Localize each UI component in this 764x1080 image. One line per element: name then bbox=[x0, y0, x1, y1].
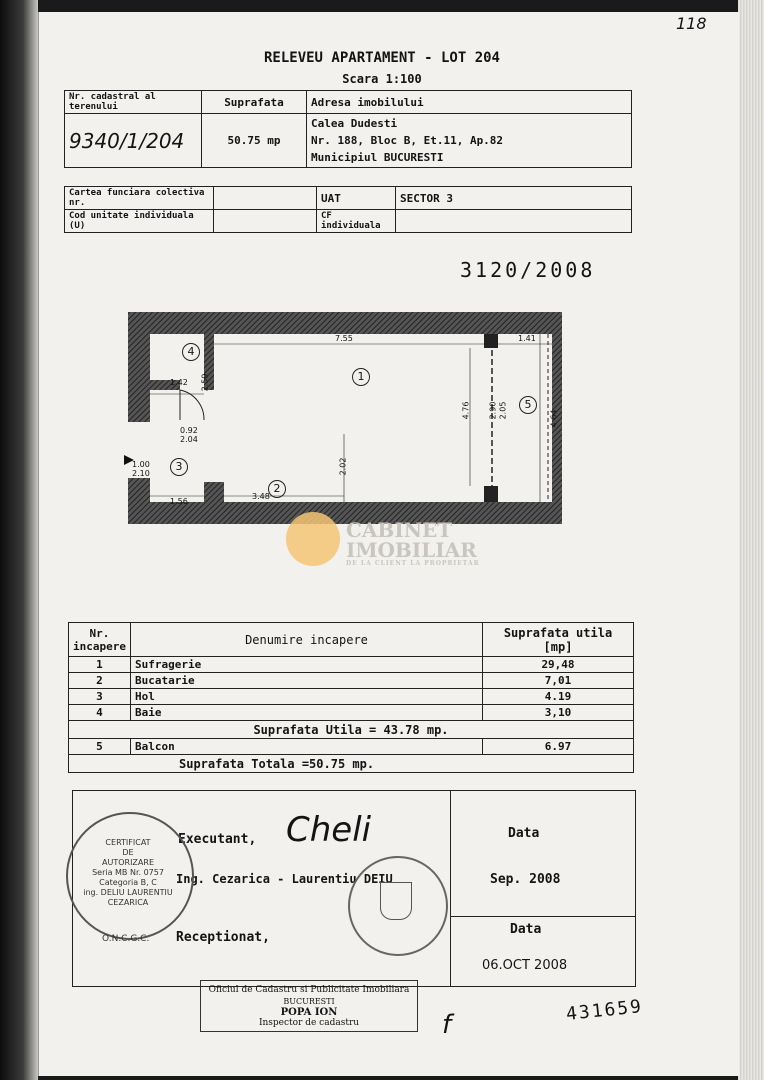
ocpi-line3: POPA ION bbox=[280, 1007, 338, 1018]
page-number: 118 bbox=[676, 14, 707, 33]
address-label: Adresa imobilului bbox=[307, 91, 632, 114]
row-nr: 3 bbox=[69, 689, 131, 705]
room-2-marker: 2 bbox=[268, 480, 286, 498]
subtotal-row: Suprafata Utila = 43.78 mp. bbox=[69, 721, 634, 739]
stamp-line1: CERTIFICAT bbox=[105, 838, 151, 847]
watermark-tagline: DE LA CLIENT LA PROPRIETAR bbox=[346, 560, 480, 567]
dim-2-10: 2.10 bbox=[132, 469, 150, 478]
bottom-wall bbox=[128, 502, 558, 524]
table-row bbox=[69, 657, 634, 673]
cf-individuala-label: CF individuala bbox=[317, 210, 396, 233]
ocpi-line2: BUCURESTI bbox=[283, 997, 335, 1006]
dim-2-04: 2.04 bbox=[180, 435, 198, 444]
dim-1-56: 1.56 bbox=[170, 497, 188, 506]
data-value: Sep. 2008 bbox=[490, 872, 561, 887]
ocpi-line1: Oficiul de Cadastru si Publicitate Imobiliara bbox=[208, 985, 410, 995]
row-area: 29,48 bbox=[483, 657, 634, 673]
stamp-line2: DE bbox=[122, 848, 134, 857]
book-spine bbox=[0, 0, 38, 1080]
dim-4-76: 4.76 bbox=[461, 401, 471, 420]
watermark-text bbox=[346, 520, 480, 568]
left-wall-upper bbox=[128, 312, 150, 422]
date-cell bbox=[451, 791, 636, 917]
row-name: Baie bbox=[130, 705, 482, 721]
dim-1-00: 1.00 bbox=[132, 460, 150, 469]
ocpi-line4: Inspector de cadastru bbox=[258, 1018, 360, 1028]
cadastral-label: Nr. cadastral al terenului bbox=[65, 91, 202, 114]
row-nr: 4 bbox=[69, 705, 131, 721]
area-value: 50.75 mp bbox=[202, 114, 307, 168]
dim-2-90: 2.90 bbox=[488, 401, 498, 420]
dim-1-42: 1.42 bbox=[170, 378, 188, 387]
inspector-signature: f bbox=[442, 1010, 452, 1040]
data2-label: Data bbox=[510, 922, 542, 937]
stamp-bottom: O.N.C.G.C. bbox=[102, 934, 150, 944]
area-label: Suprafata bbox=[202, 91, 307, 114]
row-name: Sufragerie bbox=[130, 657, 482, 673]
total-row: Suprafata Totala =50.75 mp. bbox=[69, 755, 634, 773]
hall-pillar bbox=[204, 482, 224, 502]
room-4-marker: 4 bbox=[182, 343, 200, 361]
stamp-line3: AUTORIZARE bbox=[102, 858, 154, 867]
executant-signature: Cheli bbox=[286, 810, 372, 850]
stamp-line5: Categoria B, C bbox=[99, 878, 157, 887]
watermark-line1: CABINET bbox=[346, 518, 453, 542]
stamp-line7: CEZARICA bbox=[107, 898, 149, 907]
address-line1: Calea Dudesti bbox=[311, 117, 398, 130]
header-table bbox=[64, 90, 632, 168]
page-edges bbox=[738, 0, 764, 1080]
data-label: Data bbox=[508, 826, 540, 841]
dim-1-41: 1.41 bbox=[518, 334, 536, 343]
row-area: 7,01 bbox=[483, 673, 634, 689]
document-title: RELEVEU APARTAMENT - LOT 204 bbox=[263, 50, 500, 66]
row-name: Balcon bbox=[130, 739, 482, 755]
row-area: 6.97 bbox=[483, 739, 634, 755]
table-row bbox=[69, 689, 634, 705]
row-area: 4.19 bbox=[483, 689, 634, 705]
top-wall bbox=[128, 312, 558, 334]
header-name: Denumire incapere bbox=[130, 623, 482, 657]
table-row bbox=[69, 739, 634, 755]
row-nr: 2 bbox=[69, 673, 131, 689]
ocpi-stamp bbox=[200, 980, 418, 1032]
header-area: Suprafata utila [mp] bbox=[483, 623, 634, 657]
address-line2: Nr. 188, Bloc B, Et.11, Ap.82 bbox=[311, 134, 504, 147]
receptionat-label: Receptionat, bbox=[176, 930, 270, 945]
carte-funciara-label: Cartea funciara colectiva nr. bbox=[65, 187, 214, 210]
executant-label: Executant, bbox=[178, 832, 257, 847]
executant-name: Ing. Cezarica - Laurentiu DEIU bbox=[176, 872, 393, 886]
balcony-pillar-bottom bbox=[484, 486, 498, 502]
address-value bbox=[307, 114, 632, 168]
address-line3: Municipiul BUCURESTI bbox=[311, 151, 444, 164]
room-1-marker: 1 bbox=[352, 368, 370, 386]
row-area: 3,10 bbox=[483, 705, 634, 721]
room-5-marker: 5 bbox=[519, 396, 537, 414]
row-name: Hol bbox=[130, 689, 482, 705]
header-nr: Nr. incapere bbox=[69, 623, 131, 657]
dim-2-02: 2.02 bbox=[338, 457, 348, 476]
watermark-line2: IMOBILIAR bbox=[346, 538, 477, 562]
row-name: Bucatarie bbox=[130, 673, 482, 689]
cadastral-value: 9340/1/204 bbox=[65, 114, 202, 168]
dim-2-59: 2.59 bbox=[200, 373, 210, 392]
dim-3-48: 3.48 bbox=[252, 492, 270, 501]
dim-4-64: 4.64 bbox=[549, 409, 559, 428]
watermark-logo-icon bbox=[286, 512, 340, 566]
table-row bbox=[69, 705, 634, 721]
coat-of-arms-icon bbox=[380, 882, 412, 920]
dim-0-92: 0.92 bbox=[180, 426, 198, 435]
bottom-number: 431659 bbox=[565, 996, 644, 1025]
certificate-stamp-text bbox=[76, 838, 180, 908]
row-nr: 5 bbox=[69, 739, 131, 755]
room-3-marker: 3 bbox=[170, 458, 188, 476]
scale-label: Scara 1:100 bbox=[342, 72, 422, 86]
balcony-pillar-top bbox=[484, 334, 498, 348]
registration-number: 3120/2008 bbox=[460, 258, 596, 282]
stamp-line6: ing. DELIU LAURENTIU bbox=[83, 888, 173, 897]
uat-label: UAT bbox=[317, 187, 396, 210]
table-row bbox=[69, 673, 634, 689]
uat-value: SECTOR 3 bbox=[396, 187, 632, 210]
dim-7-55: 7.55 bbox=[335, 334, 353, 343]
data2-value: 06.OCT 2008 bbox=[482, 958, 568, 973]
rooms-table bbox=[68, 622, 634, 773]
cf-table bbox=[64, 186, 632, 233]
stamp-line4: Seria MB Nr. 0757 bbox=[92, 868, 164, 877]
date2-cell bbox=[451, 917, 636, 987]
dim-2-05: 2.05 bbox=[498, 401, 508, 420]
cod-unitate-label: Cod unitate individuala (U) bbox=[65, 210, 214, 233]
bath-door-swing bbox=[180, 390, 204, 420]
row-nr: 1 bbox=[69, 657, 131, 673]
